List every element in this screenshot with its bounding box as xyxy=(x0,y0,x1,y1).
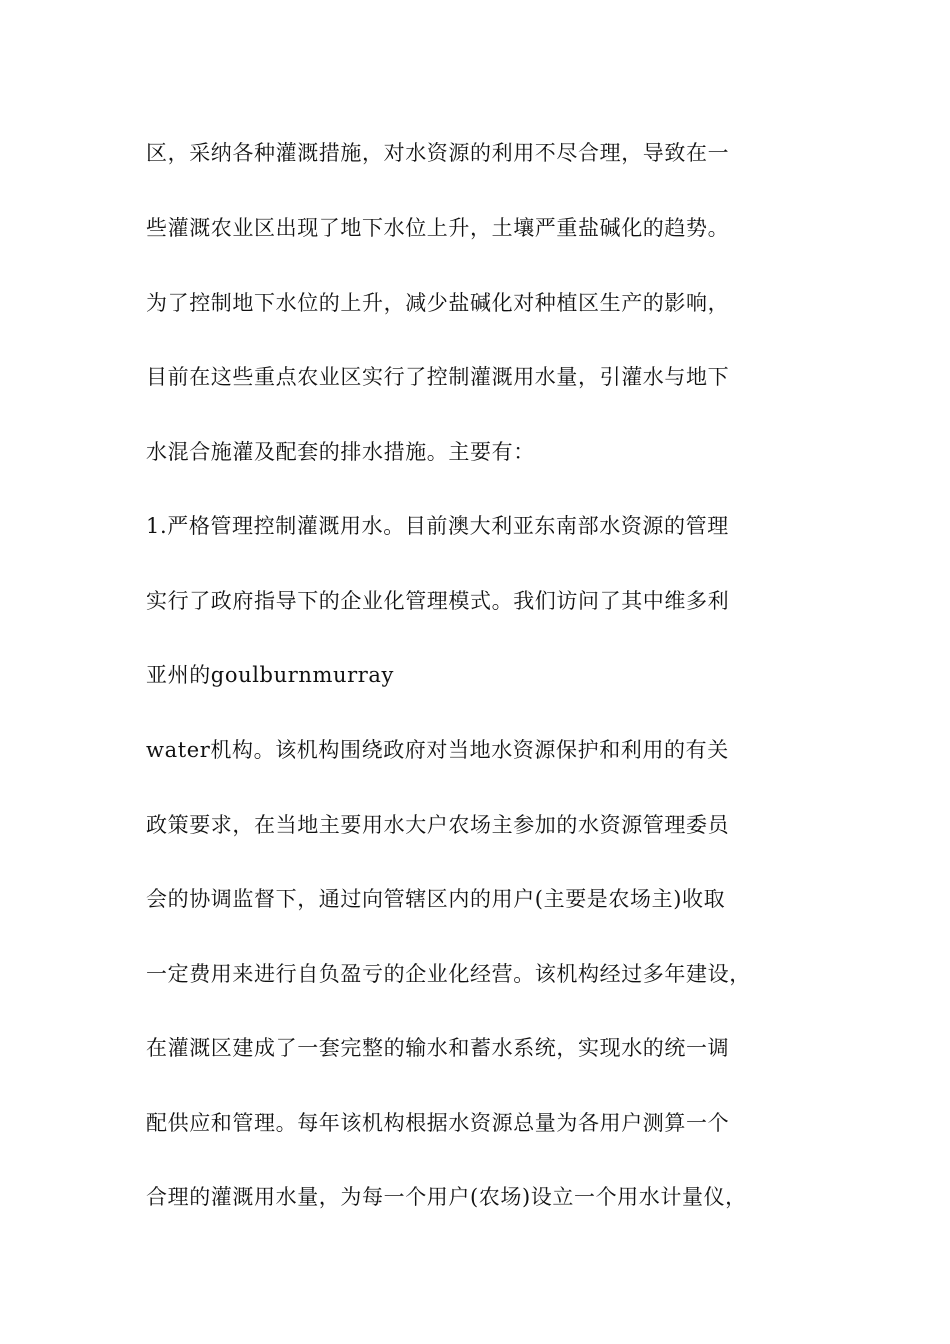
text-line-13: 在灌溉区建成了一套完整的输水和蓄水系统，实现水的统一调 xyxy=(146,1036,730,1060)
text-line-9: water机构。该机构围绕政府对当地水资源保护和利用的有关 xyxy=(146,738,729,762)
text-line-15: 合理的灌溉用水量，为每一个用户(农场)设立一个用水计量仪， xyxy=(146,1185,747,1209)
text-line-1: 区，采纳各种灌溉措施，对水资源的利用不尽合理，导致在一 xyxy=(146,141,730,165)
text-line-12: 一定费用来进行自负盈亏的企业化经营。该机构经过多年建设， xyxy=(146,962,751,986)
text-line-10: 政策要求，在当地主要用水大户农场主参加的水资源管理委员 xyxy=(146,813,730,837)
text-line-3: 为了控制地下水位的上升，减少盐碱化对种植区生产的影响， xyxy=(146,291,730,315)
text-line-4: 目前在这些重点农业区实行了控制灌溉用水量，引灌水与地下 xyxy=(146,365,730,389)
text-line-7: 实行了政府指导下的企业化管理模式。我们访问了其中维多利 xyxy=(146,589,730,613)
text-line-11: 会的协调监督下，通过向管辖区内的用户(主要是农场主)收取 xyxy=(146,887,726,911)
text-line-5: 水混合施灌及配套的排水措施。主要有： xyxy=(146,440,535,464)
text-line-6: 1.严格管理控制灌溉用水。目前澳大利亚东南部水资源的管理 xyxy=(146,514,729,538)
text-line-2: 些灌溉农业区出现了地下水位上升，土壤严重盐碱化的趋势。 xyxy=(146,216,730,240)
text-line-8: 亚州的goulburnmurray xyxy=(146,663,394,687)
text-line-14: 配供应和管理。每年该机构根据水资源总量为各用户测算一个 xyxy=(146,1111,730,1135)
